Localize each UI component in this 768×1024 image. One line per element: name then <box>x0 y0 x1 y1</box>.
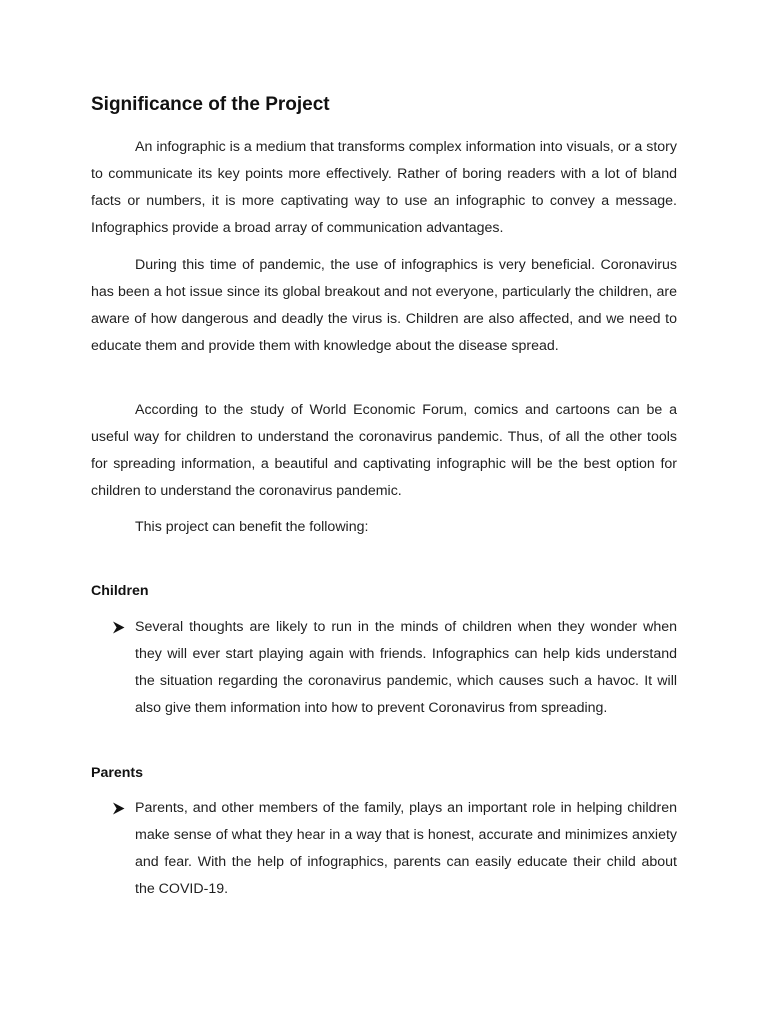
bullet-text-children: Several thoughts are likely to run in the minds of children when they wonder when they will ever start playing again with friends. Infographics can help kids understand the situation regarding the coronavirus pandemic, which causes such a havoc. It will also give them information into how to prevent Coronavirus from spreading. <box>135 619 677 716</box>
page-title: Significance of the Project <box>91 94 330 115</box>
list-item-parents <box>112 795 677 903</box>
paragraph-world-economic-forum: According to the study of World Economic Forum, comics and cartoons can be a useful way for children to understand the coronavirus pandemic. Thus, of all the other tools for spreading information, a beautiful and captivating infographic will be the best option for children to understand the coronavirus pandemic. <box>91 402 677 499</box>
paragraph-pandemic-context: During this time of pandemic, the use of infographics is very beneficial. Coronavirus has been a hot issue since its global breakout and not everyone, particularly the children, are aware of how dangerous and deadly the virus is. Children are also affected, and we need to educate them and provide them with knowledge about the disease spread. <box>91 257 677 354</box>
paragraph-benefit-intro: This project can benefit the following: <box>135 519 369 535</box>
arrowhead-bullet-icon <box>112 621 125 634</box>
bullet-text-parents: Parents, and other members of the family, plays an important role in helping children make sense of what they hear in a way that is honest, accurate and minimizes anxiety and fear. With the help of infographics, parents can easily educate their child about the COVID-19. <box>135 800 677 897</box>
paragraph-infographic-definition: An infographic is a medium that transforms complex information into visuals, or a story to communicate its key points more effectively. Rather of boring readers with a lot of bland facts or numbers, it is more captivating way to use an infographic to convey a message. Infographics provide a broad array of communication advantages. <box>91 139 677 236</box>
section-heading-children: Children <box>91 583 149 599</box>
section-heading-parents: Parents <box>91 765 144 781</box>
arrowhead-bullet-icon <box>112 802 125 815</box>
list-item-children <box>112 614 677 722</box>
